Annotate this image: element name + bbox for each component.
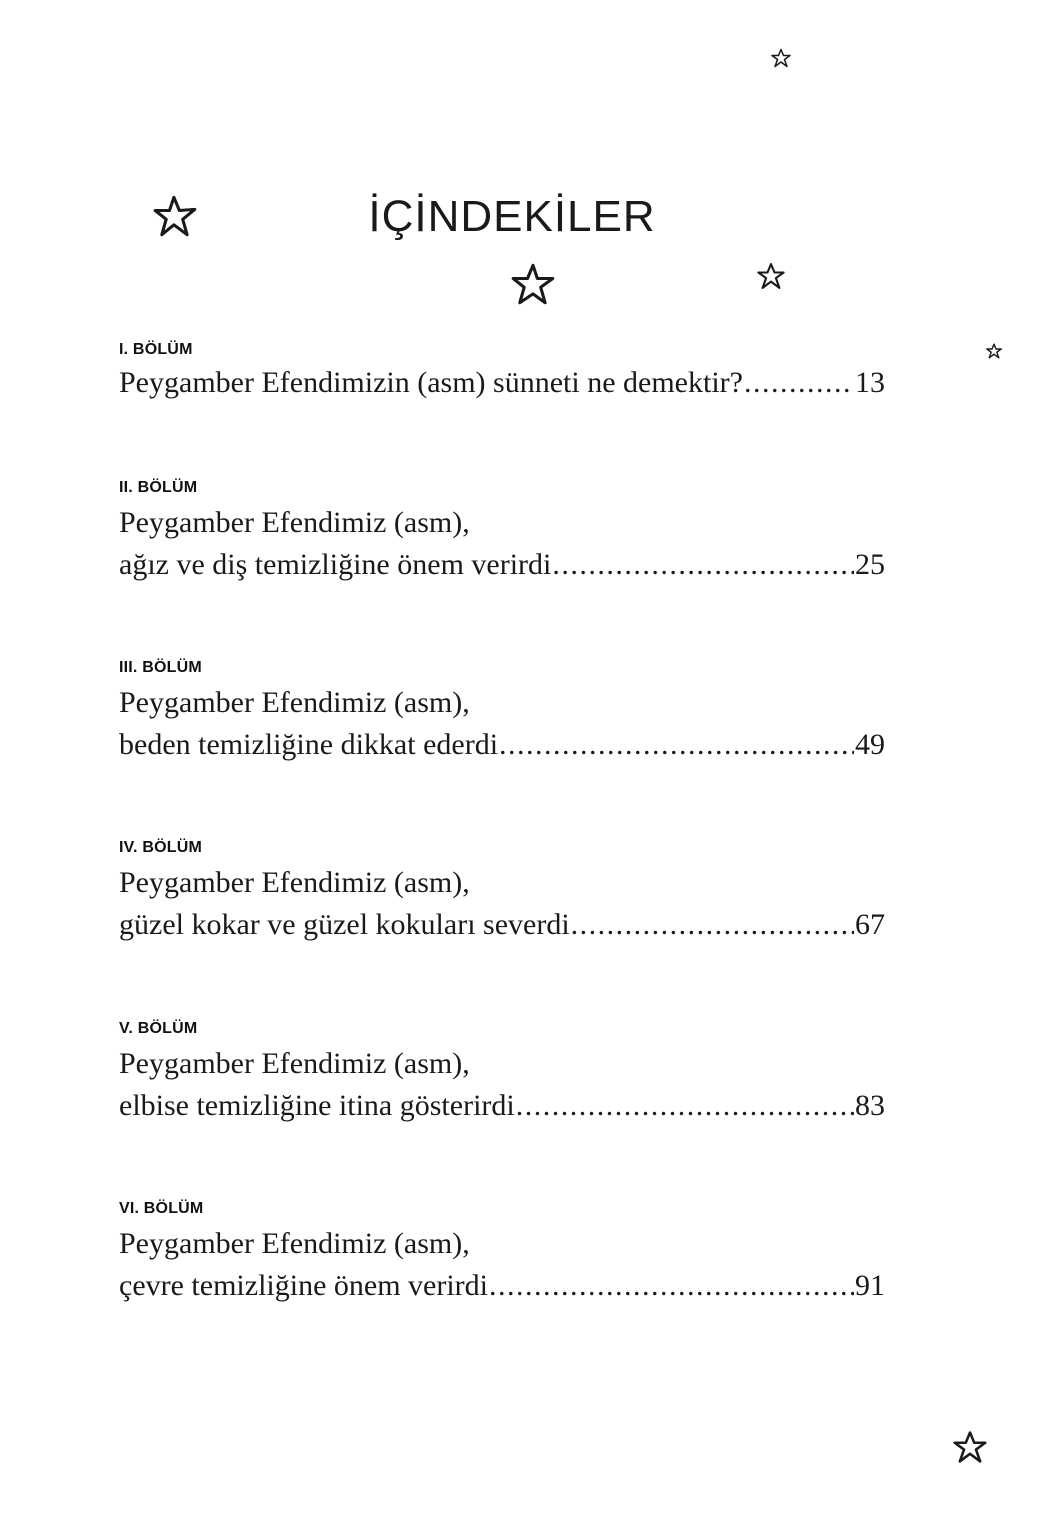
- section-label: V. BÖLÜM: [119, 1020, 198, 1037]
- dot-leader: [499, 724, 854, 766]
- star-icon: [771, 48, 791, 68]
- entry-title: Peygamber Efendimizin (asm) sünneti ne demektir?: [119, 366, 743, 399]
- page-number: 13: [855, 366, 885, 399]
- section-label: III. BÖLÜM: [119, 659, 202, 676]
- dot-leader: [489, 1265, 854, 1307]
- toc-section-2: [119, 478, 899, 586]
- toc-section-4: [119, 838, 899, 946]
- page-number: 49: [855, 728, 885, 761]
- page-title: İÇİNDEKİLER: [368, 192, 656, 241]
- entry-subtitle: Peygamber Efendimiz (asm),: [119, 1047, 470, 1080]
- star-icon: [986, 343, 1002, 359]
- entry-subtitle: Peygamber Efendimiz (asm),: [119, 686, 470, 719]
- dot-leader: [571, 904, 854, 946]
- star-icon: [953, 1430, 987, 1464]
- star-icon: [152, 194, 198, 238]
- section-label: IV. BÖLÜM: [119, 839, 202, 856]
- entry-title: güzel kokar ve güzel kokuları severdi: [119, 908, 570, 941]
- dot-leader: [744, 362, 854, 404]
- toc-entry[interactable]: [119, 1265, 885, 1307]
- section-label: I. BÖLÜM: [119, 341, 193, 358]
- page-number: 91: [855, 1269, 885, 1302]
- page-number: 67: [855, 908, 885, 941]
- toc-section-1: [119, 340, 899, 404]
- entry-subtitle: Peygamber Efendimiz (asm),: [119, 1227, 470, 1260]
- star-icon: [510, 262, 556, 306]
- entry-title: çevre temizliğine önem verirdi: [119, 1269, 489, 1302]
- entry-subtitle: Peygamber Efendimiz (asm),: [119, 506, 470, 539]
- toc-section-5: [119, 1019, 899, 1127]
- toc-entry[interactable]: [119, 362, 885, 404]
- dot-leader: [516, 1085, 854, 1127]
- star-icon: [757, 262, 785, 290]
- page-number: 83: [855, 1089, 885, 1122]
- entry-title: elbise temizliğine itina gösterirdi: [119, 1089, 515, 1122]
- entry-subtitle: Peygamber Efendimiz (asm),: [119, 866, 470, 899]
- toc-section-6: [119, 1199, 899, 1307]
- page-number: 25: [855, 548, 885, 581]
- section-label: II. BÖLÜM: [119, 479, 198, 496]
- toc-entry[interactable]: [119, 904, 885, 946]
- entry-title: beden temizliğine dikkat ederdi: [119, 728, 499, 761]
- toc-entry[interactable]: [119, 544, 885, 586]
- toc-entry[interactable]: [119, 1085, 885, 1127]
- toc-entry[interactable]: [119, 724, 885, 766]
- toc-section-3: [119, 658, 899, 766]
- dot-leader: [552, 544, 854, 586]
- entry-title: ağız ve diş temizliğine önem verirdi: [119, 548, 552, 581]
- section-label: VI. BÖLÜM: [119, 1200, 204, 1217]
